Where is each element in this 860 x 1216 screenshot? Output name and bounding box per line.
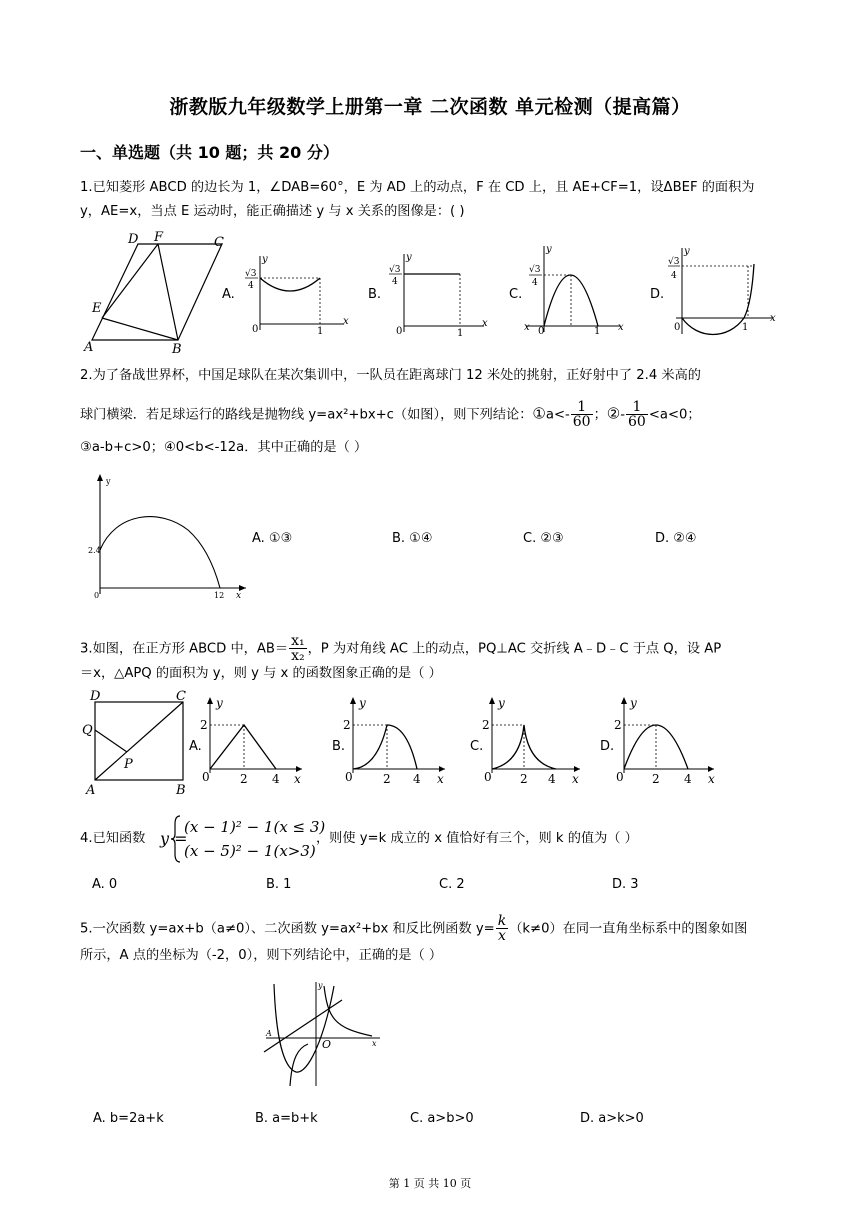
- q1-text-line2: y，AE=x，当点 E 运动时，能正确描述 y 与 x 关系的图像是：( ): [80, 204, 465, 219]
- svg-text:2: 2: [240, 772, 248, 786]
- svg-text:4: 4: [248, 281, 254, 291]
- svg-text:4: 4: [413, 772, 421, 786]
- svg-text:0: 0: [94, 591, 100, 600]
- svg-text:x: x: [524, 322, 530, 333]
- svg-text:0: 0: [674, 322, 681, 333]
- q2-option-c[interactable]: C. ②③: [523, 531, 564, 546]
- svg-text:0: 0: [396, 326, 403, 337]
- q3-fraction: $\frac{\text{x₁}}{\text{x₂}}$: [291, 633, 305, 664]
- q1-option-b[interactable]: B.: [368, 287, 382, 302]
- svg-text:C: C: [176, 689, 186, 704]
- svg-text:2: 2: [520, 772, 528, 786]
- svg-text:B: B: [176, 783, 186, 798]
- svg-text:A: A: [266, 1029, 272, 1038]
- svg-text:1: 1: [457, 328, 464, 339]
- q5-combined-graph: [262, 978, 387, 1090]
- q5-option-a[interactable]: A. b=2a+k: [93, 1111, 164, 1126]
- svg-text:2: 2: [652, 772, 660, 786]
- svg-text:y: y: [106, 477, 111, 486]
- svg-text:y: y: [498, 696, 505, 710]
- q1-label-c: C: [214, 235, 224, 250]
- svg-text:2: 2: [343, 718, 351, 732]
- q5-option-d[interactable]: D. a>k>0: [580, 1111, 644, 1126]
- svg-text:12: 12: [214, 591, 225, 600]
- svg-text:0: 0: [538, 326, 545, 337]
- q3-graph-d: [612, 695, 722, 785]
- svg-text:2: 2: [614, 718, 622, 732]
- svg-text:O: O: [322, 1038, 332, 1051]
- q1-option-a[interactable]: A.: [222, 287, 235, 302]
- svg-text:4: 4: [684, 772, 692, 786]
- svg-text:Q: Q: [82, 723, 93, 738]
- svg-text:4: 4: [532, 278, 538, 288]
- q2-option-a[interactable]: A. ①③: [252, 531, 293, 546]
- svg-text:2.4: 2.4: [88, 546, 101, 555]
- q4-option-b[interactable]: B. 1: [266, 877, 292, 892]
- q1-rhombus-figure: [80, 232, 230, 357]
- svg-text:y: y: [406, 252, 412, 263]
- section-heading: 一、单选题（共 10 题；共 20 分）: [80, 143, 339, 162]
- q4-text-pre: 4.已知函数: [80, 831, 146, 846]
- q2-text-line1: 2.为了备战世界杯，中国足球队在某次集训中，一队员在距离球门 12 米处的挑射，正好射中了 2.4 米高的: [80, 368, 701, 383]
- page-title: 浙教版九年级数学上册第一章 二次函数 单元检测（提高篇）: [169, 96, 691, 118]
- q4-piecewise-brace: [158, 812, 188, 866]
- svg-text:4: 4: [392, 277, 398, 287]
- q4-option-a[interactable]: A. 0: [92, 877, 118, 892]
- q1-label-e: E: [92, 301, 102, 316]
- q3-option-a[interactable]: A.: [189, 739, 202, 754]
- svg-text:4: 4: [548, 772, 556, 786]
- svg-text:2: 2: [482, 718, 490, 732]
- svg-text:y: y: [359, 696, 366, 710]
- svg-text:y: y: [630, 696, 637, 710]
- svg-text:x: x: [708, 772, 715, 786]
- svg-text:x: x: [770, 313, 776, 324]
- q4-option-d[interactable]: D. 3: [612, 877, 639, 892]
- q2-option-b[interactable]: B. ①④: [392, 531, 433, 546]
- q4-text-post: ，则使 y=k 成立的 x 值恰好有三个，则 k 的值为（ ）: [316, 831, 638, 846]
- svg-text:0: 0: [345, 770, 353, 784]
- q4-option-c[interactable]: C. 2: [439, 877, 465, 892]
- q3-option-c[interactable]: C.: [470, 739, 484, 754]
- svg-text:0: 0: [484, 770, 492, 784]
- q1-graph-c: [522, 242, 632, 337]
- q3-text-line1: 3.如图，在正方形 ABCD 中，AB＝ $\frac{\text{x₁}}{\text{x₂}}$ ，P 为对角线 AC 上的动点，PQ⊥AC 交折线 A﹣D﹣C 于点 Q，设 AP: [80, 633, 722, 664]
- svg-text:P: P: [124, 757, 133, 772]
- svg-text:0: 0: [616, 770, 624, 784]
- svg-text:y: y: [546, 244, 552, 255]
- q2-fraction-1: $\frac{1}{60}$: [572, 399, 591, 430]
- q3-square-figure: [80, 690, 195, 798]
- q3-option-d[interactable]: D.: [600, 739, 615, 754]
- q1-graph-a: [240, 252, 350, 337]
- svg-text:x: x: [572, 772, 579, 786]
- svg-text:√3: √3: [529, 265, 541, 275]
- svg-text:4: 4: [272, 772, 280, 786]
- svg-text:1: 1: [594, 326, 601, 337]
- q3-option-b[interactable]: B.: [332, 739, 346, 754]
- svg-text:y: y: [684, 246, 690, 257]
- svg-text:x: x: [372, 1039, 377, 1048]
- q1-text-line1: 1.已知菱形 ABCD 的边长为 1，∠DAB=60°，E 为 AD 上的动点，F 在 CD 上，且 AE+CF=1，设ΔBEF 的面积为: [80, 180, 755, 195]
- q1-graph-d: [668, 244, 778, 336]
- q2-text-line2: 球门横梁．若足球运行的路线是抛物线 y=ax²+bx+c（如图），则下列结论：①a<- $\frac{1}{60}$ ；②- $\frac{1}{60}$ <a<0；: [80, 399, 701, 430]
- q5-option-b[interactable]: B. a=b+k: [255, 1111, 318, 1126]
- svg-text:y: y: [216, 696, 223, 710]
- q4-piece-1: (x − 1)² − 1(x ≤ 3): [184, 818, 326, 836]
- svg-text:x: x: [294, 772, 301, 786]
- svg-text:√3: √3: [245, 269, 257, 279]
- q1-label-f: F: [154, 230, 164, 245]
- q5-option-c[interactable]: C. a>b>0: [410, 1111, 474, 1126]
- svg-text:x: x: [437, 772, 444, 786]
- q1-label-a: A: [84, 340, 94, 355]
- svg-text:1: 1: [742, 322, 749, 333]
- svg-text:A: A: [86, 783, 96, 798]
- q5-text-line1: 5.一次函数 y=ax+b（a≠0）、二次函数 y=ax²+bx 和反比例函数 y= $\frac{k}{x}$ （k≠0）在同一直角坐标系中的图象如图: [80, 913, 748, 944]
- q2-fraction-2: $\frac{1}{60}$: [627, 399, 646, 430]
- svg-text:√3: √3: [389, 265, 401, 275]
- q3-graph-c: [480, 695, 590, 785]
- q5-text-line2: 所示，A 点的坐标为（-2，0），则下列结论中，正确的是（ ）: [80, 948, 443, 963]
- svg-text:√3: √3: [668, 257, 680, 267]
- svg-text:2: 2: [383, 772, 391, 786]
- q2-option-d[interactable]: D. ②④: [655, 531, 697, 546]
- svg-text:x: x: [236, 591, 242, 601]
- q2-text-line3: ③a-b+c>0；④0<b<-12a．其中正确的是（ ）: [80, 440, 368, 455]
- q1-graph-b: [386, 250, 496, 339]
- svg-text:1: 1: [317, 326, 324, 337]
- q2-parabola-graph: [86, 470, 256, 600]
- q4-piece-2: (x − 5)² − 1(x>3): [184, 842, 316, 860]
- q3-text-line2: ＝x，△APQ 的面积为 y，则 y 与 x 的函数图象正确的是（ ）: [80, 666, 442, 681]
- svg-text:x: x: [482, 318, 488, 329]
- svg-text:2: 2: [200, 718, 208, 732]
- q1-option-d[interactable]: D.: [650, 287, 665, 302]
- q3-graph-b: [341, 695, 451, 785]
- q1-label-b: B: [172, 342, 182, 357]
- q1-option-c[interactable]: C.: [509, 287, 523, 302]
- svg-text:y: y: [318, 981, 323, 990]
- q5-fraction: $\frac{k}{x}$: [497, 913, 507, 944]
- q4-piecewise-function: [184, 815, 325, 863]
- svg-text:4: 4: [671, 271, 677, 281]
- svg-text:0: 0: [202, 770, 210, 784]
- page-footer: 第 1 页 共 10 页: [388, 1177, 472, 1190]
- q3-graph-a: [198, 695, 308, 785]
- svg-text:0: 0: [252, 324, 259, 335]
- svg-text:y =: y =: [160, 829, 188, 848]
- svg-text:x: x: [618, 322, 624, 333]
- q1-label-d: D: [128, 232, 139, 247]
- svg-text:y: y: [262, 254, 268, 265]
- svg-text:x: x: [343, 316, 349, 327]
- svg-text:D: D: [90, 689, 101, 704]
